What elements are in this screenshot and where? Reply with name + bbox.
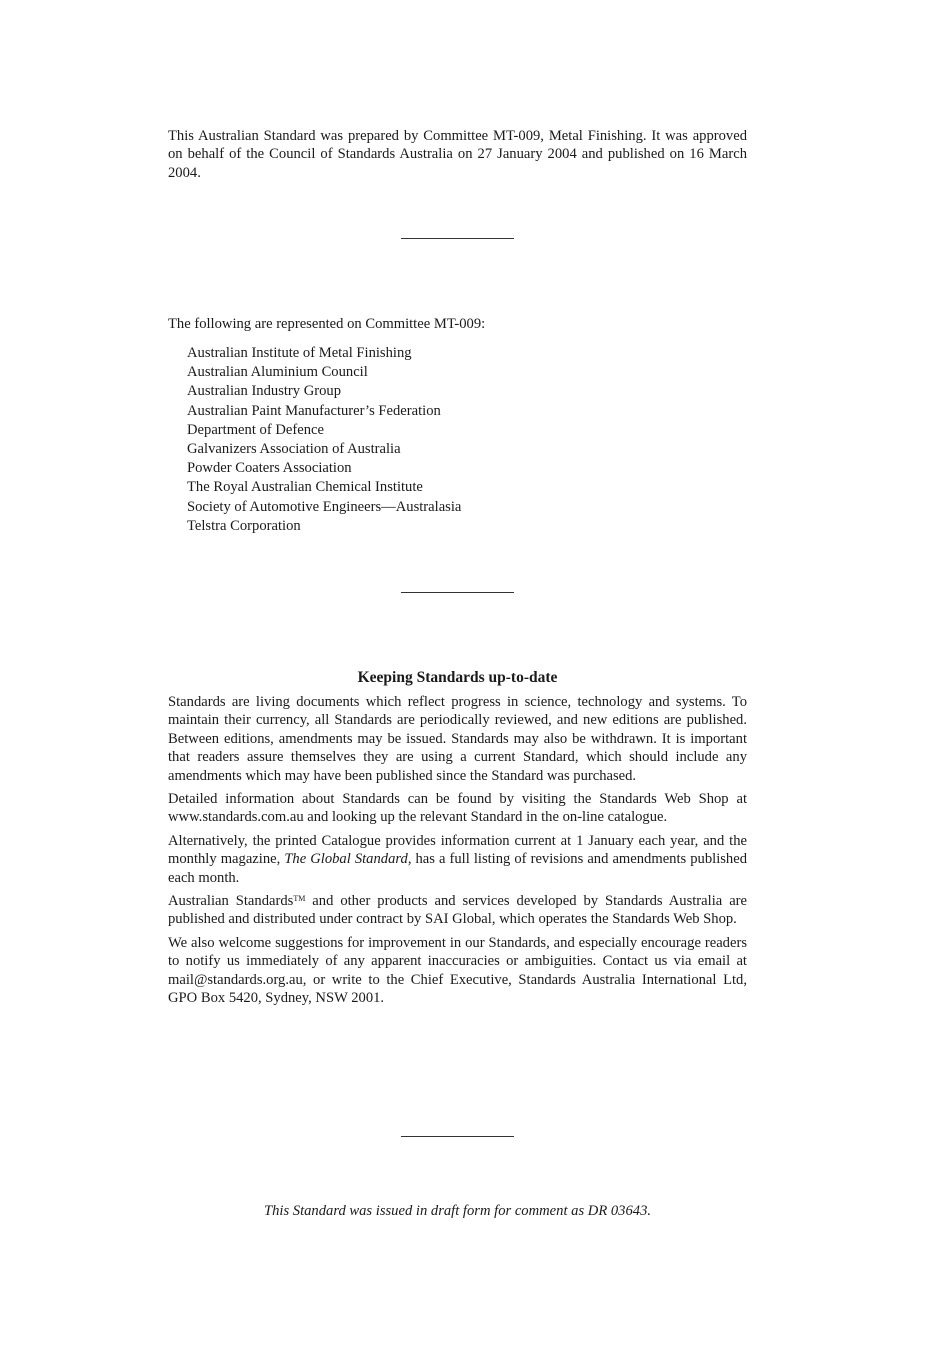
section-divider [401,592,514,593]
committee-member: Australian Industry Group [187,383,342,400]
committee-member: Galvanizers Association of Australia [187,441,401,458]
paragraph-suggestions: We also welcome suggestions for improvement in our Standards, and especially encourage readers to notify us immediately of any apparent inaccuracies or ambiguities. Contact us via email at mail@standards.org.au, or write to the Chief Executive, Standards Australia International Ltd, GPO Box 5420, Sydney, NSW 2001. [168,934,747,1007]
section-divider [401,1136,514,1137]
magazine-title: The Global Standard [284,851,408,868]
committee-member: Department of Defence [187,421,324,438]
committee-member: The Royal Australian Chemical Institute [187,479,423,496]
paragraph-catalogue [168,832,747,887]
keeping-standards-body [168,693,747,1013]
section-divider [401,238,514,239]
trademark-mark: TM [293,894,306,904]
committee-member: Telstra Corporation [187,517,301,534]
catalogue-text-end: , has a full listing of revisions and amendments published each month. [168,851,747,886]
sai-text-end: and other products and services developed by Standards Australia are published and distributed under contract by SAI Global, which operates the Standards Web Shop. [168,893,748,928]
paragraph-living-documents: Standards are living documents which reflect progress in science, technology and systems. To maintain their currency, all Standards are periodically reviewed, and new editions are published. Between editions, amendments may be issued. Standards may also be withdrawn. It is important that readers assure themselves they are using a current Standard, which should include any amendments which may have been published since the Standard was purchased. [168,694,747,784]
committee-intro: The following are represented on Committee MT-009: [168,316,486,332]
committee-member: Society of Automotive Engineers—Australasia [187,498,462,515]
committee-member: Powder Coaters Association [187,460,352,477]
committee-member: Australian Aluminium Council [187,364,368,381]
committee-member: Australian Institute of Metal Finishing [187,345,412,361]
section-heading: Keeping Standards up-to-date [357,669,558,686]
catalogue-text-start: Alternatively, the printed Catalogue provides information current at 1 January each year, and the monthly magazine, [168,832,747,868]
sai-text-start: Australian Standards [168,893,294,910]
paragraph-sai-global [168,892,747,929]
preparation-statement: This Australian Standard was prepared by Committee MT-009, Metal Finishing. It was approved on behalf of the Council of Standards Australia on 27 January 2004 and published on 16 March 2004. [168,128,747,181]
paragraph-web-shop: Detailed information about Standards can be found by visiting the Standards Web Shop at www.standards.com.au and looking up the relevant Standard in the on-line catalogue. [168,791,747,826]
draft-note: This Standard was issued in draft form for comment as DR 03643. [263,1203,652,1219]
committee-member-list [187,344,461,536]
committee-member: Australian Paint Manufacturer’s Federation [187,402,441,419]
